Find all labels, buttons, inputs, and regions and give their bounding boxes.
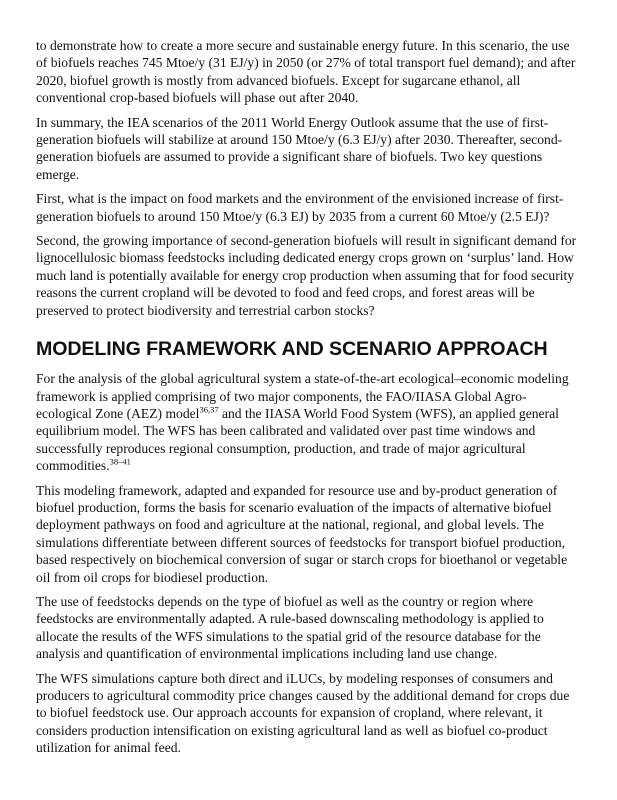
section-paragraph-2: This modeling framework, adapted and expanded for resource use and by-product generation of biofuel production, forms the basis for scenario evaluation of the impacts of alternative biofuel deployment pathways on food and agriculture at the national, regional, and global levels. The simulations differentiate between different sources of feedstocks for transport biofuel production, based respectively on biochemical conversion of sugar or starch crops for bioethanol or vegetable oil from oil crops for biodiesel production. — [36, 482, 568, 585]
citation-ref-36-37: 36,37 — [199, 404, 219, 415]
section-paragraph-1-text-b: and the IIASA World Food System (WFS), an applied general equilibrium model. The WFS has been calibrated and validated over past time windows and successfully reproduces regional consumption, production, and trade of major agricultural commodities. — [36, 405, 559, 474]
section-paragraph-1-text-a: For the analysis of the global agricultural system a state-of-the-art ecological–economic modeling framework is applied comprising of two major components, the FAO/IIASA Global Agro-ecological Zone (AEZ) model — [36, 371, 569, 421]
document-page — [36, 37, 582, 764]
citation-ref-38-41: 38–41 — [109, 456, 131, 467]
intro-paragraph-1: to demonstrate how to create a more secure and sustainable energy future. In this scenario, the use of biofuels reaches 745 Mtoe/y (31 EJ/y) in 2050 (or 27% of total transport fuel demand); and after 2020, biofuel growth is mostly from advanced biofuels. Except for sugarcane ethanol, all conventional crop-based biofuels will phase out after 2040. — [36, 38, 576, 106]
section-paragraph-3: The use of feedstocks depends on the type of biofuel as well as the country or region where feedstocks are environmentally adapted. A rule-based downscaling methodology is applied to allocate the results of the WFS simulations to the spatial grid of the resource database for the analysis and quantification of environmental implications including land use change. — [36, 593, 544, 662]
section-heading: MODELING FRAMEWORK AND SCENARIO APPROACH — [36, 338, 548, 361]
section-paragraph-1 — [36, 370, 582, 474]
intro-paragraph-2: In summary, the IEA scenarios of the 2011 World Energy Outlook assume that the use of first-generation biofuels will stabilize at around 150 Mtoe/y (6.3 EJ/y) after 2030. Thereafter, second-generation biofuels are assumed to provide a significant share of biofuels. Two key questions emerge. — [36, 114, 563, 182]
intro-paragraph-3: First, what is the impact on food markets and the environment of the envisioned increase of first-generation biofuels to around 150 Mtoe/y (6.3 EJ) by 2035 from a current 60 Mtoe/y (2.5 EJ)? — [36, 191, 564, 224]
intro-paragraph-4: Second, the growing importance of second-generation biofuels will result in significant demand for lignocellulosic biomass feedstocks including dedicated energy crops grown on ‘surplus’ land. How much land is potentially available for energy crop production when assuming that for food security reasons the current cropland will be devoted to food and feed crops, and forest areas will be preserved to protect biodiversity and terrestrial carbon stocks? — [36, 233, 577, 318]
section-paragraph-4: The WFS simulations capture both direct and iLUCs, by modeling responses of consumers and producers to agricultural commodity price changes caused by the additional demand for crops due to biofuel feedstock use. Our approach accounts for expansion of cropland, where relevant, it considers production intensification on existing agricultural land as well as biofuel co-product utilization for animal feed. — [36, 670, 570, 756]
